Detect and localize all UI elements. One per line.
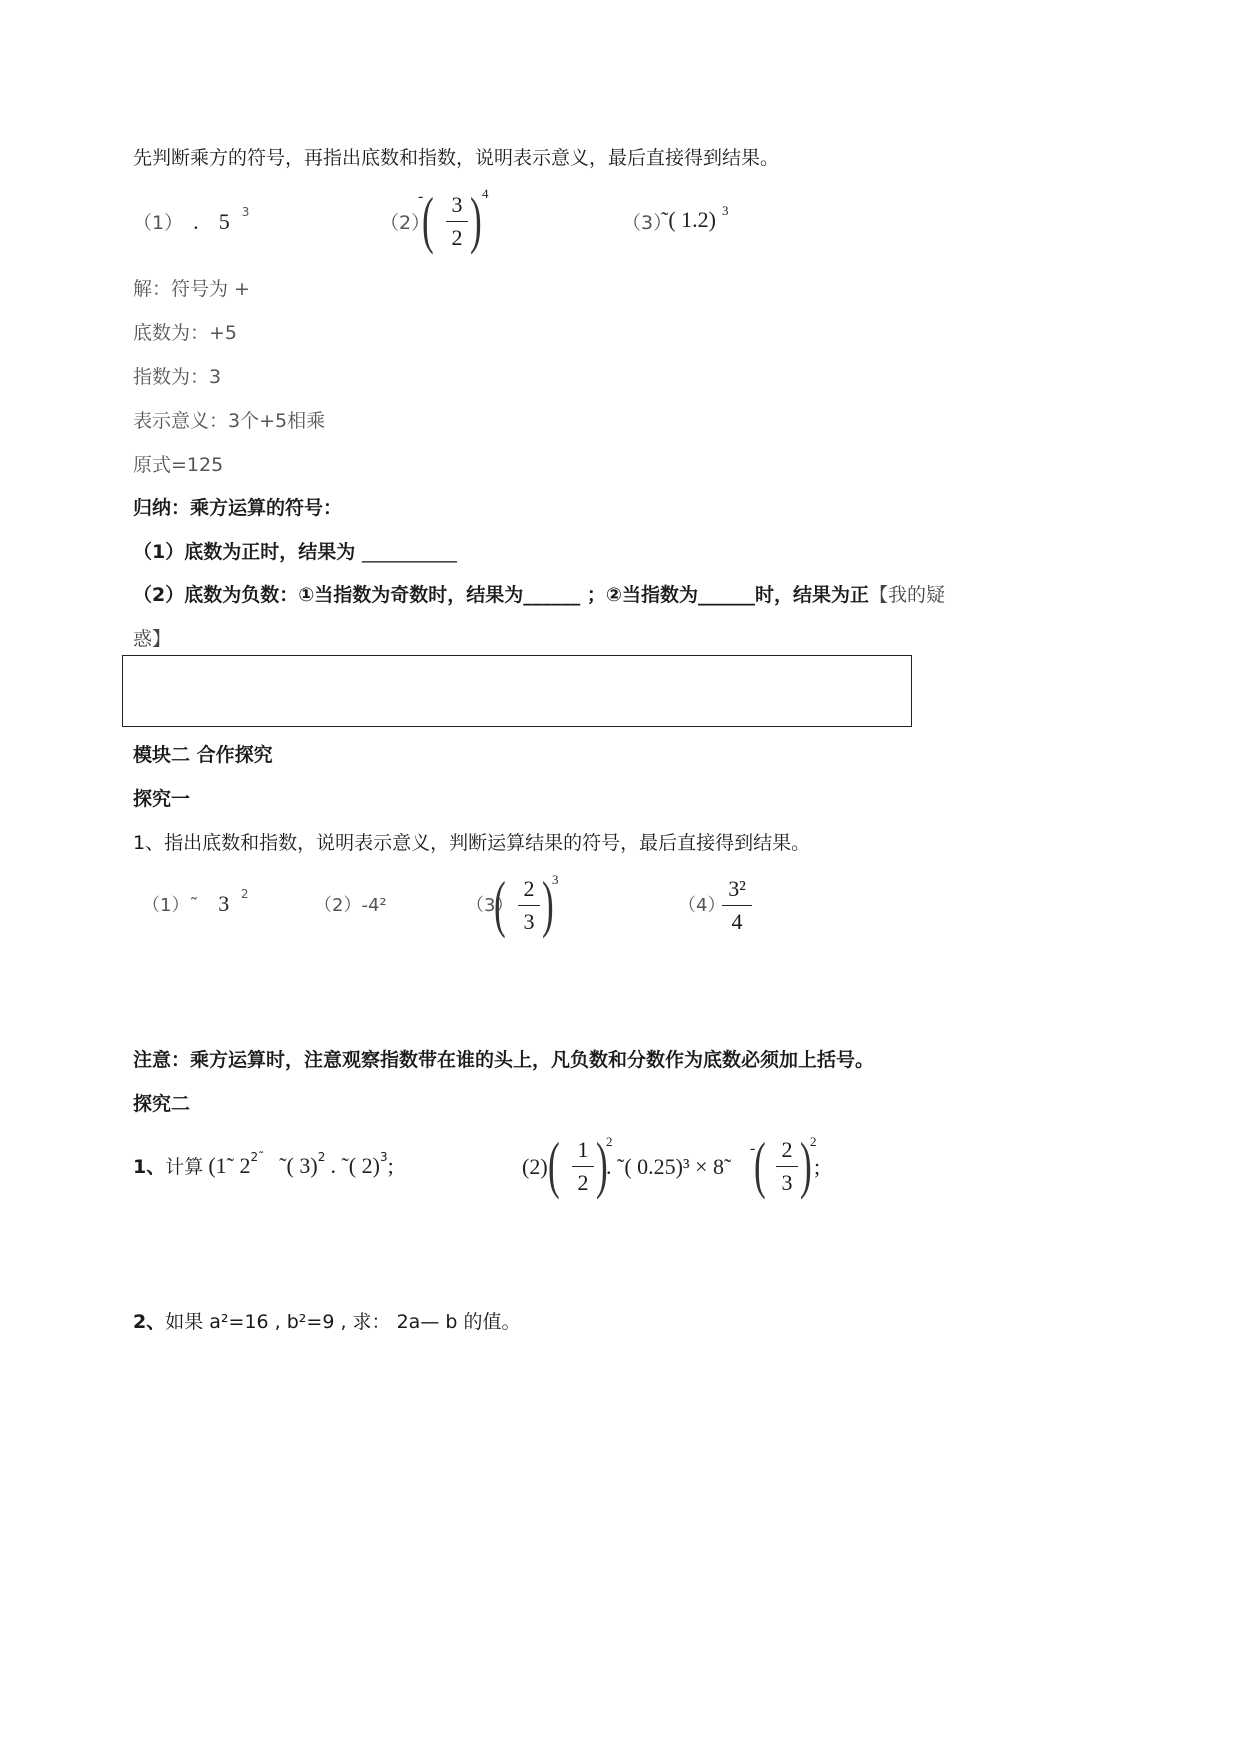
ex1-p2-num: 3 [451,192,463,217]
fraction-bar [572,1166,594,1167]
explore-2-title: 探究二 [133,1093,191,1115]
summary-rule-2-text: （2）底数为负数：①当指数为奇数时，结果为______ ；②当指数为______时，结果为正 [133,584,870,606]
calc-2-end: ; [814,1154,821,1179]
calc-1-expr-2: ˜( 3) [279,1153,318,1178]
ex1-p1-dot: . [193,209,199,234]
solution-line-1: 解：符号为 + [133,278,250,300]
calc-2-rparen-2: ) [800,1129,812,1200]
doubt-box [122,655,912,727]
calc-2-minus: - [750,1140,756,1157]
q2-line [133,1307,520,1334]
q1-p1 [142,887,249,917]
q1-p3-lparen: ( [494,868,506,939]
calc-1-label: 1、 [133,1156,166,1178]
q1-p3-den: 3 [523,909,535,934]
module2-title: 模块二 合作探究 [133,744,273,766]
calc-1-end: ; [387,1153,394,1178]
q1-p4-label: （4） [678,895,726,916]
calc-2-rparen: ) [596,1129,608,1200]
ex1-p2-minus: - [418,188,424,205]
calc-2-den: 2 [577,1170,589,1195]
solution-line-5: 原式=125 [133,454,224,476]
q2-text: 如果 a²=16 , b²=9 , 求： 2a— b 的值。 [165,1311,521,1333]
calc-1-exp-2: 2 [317,1149,326,1164]
q1-p3-exp: 3 [552,872,559,887]
ex1-p3-exp: 3 [722,203,729,218]
summary-rule-1-blank: __________ [361,541,457,563]
calc-2-mid: . ˜( 0.25)³ × 8̃ [606,1154,724,1179]
summary-rule-1-text: （1）底数为正时，结果为 [133,541,362,563]
ex1-p2-den: 2 [451,225,463,250]
summary-rule-1 [133,537,457,564]
calc-2-exp-2: 2 [810,1134,817,1149]
explore-1-title: 探究一 [133,788,191,810]
calc-1-text: 计算 [165,1156,204,1178]
calc-1-expr: (1˜ 2 [208,1153,251,1178]
solution-line-2: 底数为：+5 [133,322,238,344]
ex1-p3-expr: ˜( 1.2) [661,207,716,232]
calc-1 [133,1149,394,1179]
solution-line-3: 指数为：3 [133,366,222,388]
ex1-p2-lparen: ( [422,184,434,255]
q1-p1-label: （1）˜ [142,895,199,916]
ex1-p1 [133,204,250,235]
calc-2-lparen-2: ( [754,1129,766,1200]
ex1-p1-exp: 3 [241,204,250,219]
q2-label: 2、 [133,1311,166,1333]
calc-2-frac [572,1137,594,1196]
calc-1-exp-3: 3 [379,1149,388,1164]
summary-title: 归纳：乘方运算的符号： [133,497,343,519]
calc-2-den-2: 3 [781,1170,793,1195]
ex1-p2-frac [446,192,468,251]
q1-p4-num: 3² [728,876,746,901]
ex1-p2-label: （2） [380,212,431,234]
q1-p3-rparen: ) [542,868,554,939]
calc-2-frac-2 [776,1137,798,1196]
note-line: 注意：乘方运算时，注意观察指数带在谁的头上，凡负数和分数作为底数必须加上括号。 [133,1049,875,1071]
q1-p3-frac [518,876,540,935]
q1-p3-label: （3） [466,895,514,916]
ex1-p2-exp: 4 [482,186,489,201]
calc-2-exp: 2 [606,1134,613,1149]
calc-1-expr-3: . ˜( 2) [330,1153,380,1178]
q1-p1-exp: 2 [240,887,249,901]
fraction-bar [446,221,468,222]
calc-2-pre: (2) [522,1154,548,1179]
fraction-bar [722,905,752,906]
q1-p4-frac [722,876,752,935]
summary-rule-2-cont: 惑】 [133,628,172,650]
ex1-p1-base: 5 [218,209,230,234]
ex1-p2-rparen: ) [470,184,482,255]
calc-2-lparen: ( [548,1129,560,1200]
calc-2-num-2: 2 [781,1137,793,1162]
q1-p1-base: 3 [218,891,230,916]
intro-line: 先判断乘方的符号，再指出底数和指数，说明表示意义，最后直接得到结果。 [133,147,780,169]
solution-line-4: 表示意义：3个+5相乘 [133,410,326,432]
q1-p4-den: 4 [731,909,743,934]
summary-rule-2-doubt: 【我的疑 [869,584,946,606]
q1-p2: （2）-4² [314,895,387,916]
fraction-bar [776,1166,798,1167]
ex1-p3-label: （3） [622,212,673,234]
calc-2-num: 1 [577,1137,589,1162]
q1-p3-num: 2 [523,876,535,901]
ex1-p1-label: （1） [133,212,184,234]
explore-1-question: 1、指出底数和指数，说明表示意义，判断运算结果的符号，最后直接得到结果。 [133,832,811,854]
summary-rule-2 [133,580,945,607]
fraction-bar [518,905,540,906]
calc-1-exp-1: 2˜ [250,1149,265,1164]
